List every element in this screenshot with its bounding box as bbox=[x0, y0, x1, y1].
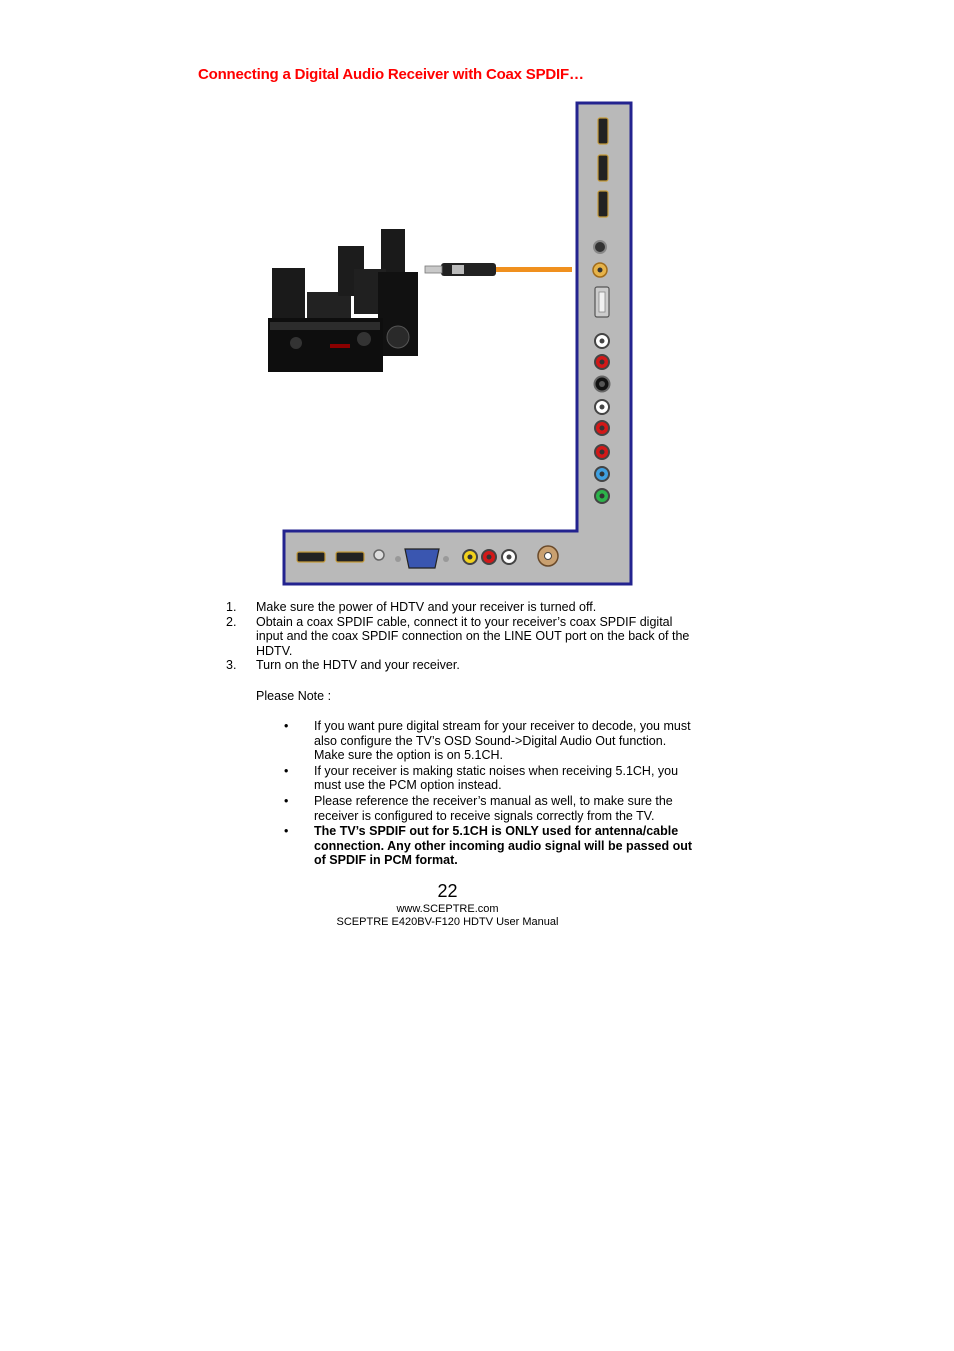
home-theater-system-image bbox=[268, 229, 418, 372]
list-item: • Please reference the receiver’s manual as well, to make sure the receiver is configured to receive signals correctly from the TV. bbox=[284, 793, 673, 823]
footer-manual-title: SCEPTRE E420BV-F120 HDTV User Manual bbox=[336, 916, 559, 928]
list-item: • If your receiver is making static noises when receiving 5.1CH, you must use the PCM option instead. bbox=[284, 763, 679, 793]
note-list bbox=[284, 719, 694, 869]
list-item: • If you want pure digital stream for your receiver to decode, you must also configure the TV’s OSD Sound->Digital Audio Out function. Make sure the option is on 5.1CH. bbox=[284, 719, 691, 763]
footer-website: www.SCEPTRE.com bbox=[396, 903, 499, 915]
hdmi-port-icon bbox=[598, 118, 608, 217]
coax-cable bbox=[495, 267, 572, 272]
note-label: Please Note : bbox=[256, 689, 332, 703]
audio-jack-icon bbox=[594, 241, 606, 253]
list-item: 3. Turn on the HDTV and your receiver. bbox=[226, 658, 460, 673]
list-item: • The TV’s SPDIF out for 5.1CH is ONLY used for antenna/cable connection. Any other incoming audio signal will be passed out of SPDIF in PCM format. bbox=[284, 824, 693, 868]
connection-diagram bbox=[260, 100, 640, 590]
page-heading: Connecting a Digital Audio Receiver with Coax SPDIF… bbox=[198, 66, 584, 83]
list-item: 2. Obtain a coax SPDIF cable, connect it to your receiver’s coax SPDIF digital input and the coax SPDIF connection on the LINE OUT port on the back of the HDTV. bbox=[226, 614, 690, 658]
instruction-steps bbox=[226, 600, 696, 673]
list-item: 1. Make sure the power of HDTV and your receiver is turned off. bbox=[226, 600, 597, 614]
page-number: 22 bbox=[437, 881, 458, 901]
